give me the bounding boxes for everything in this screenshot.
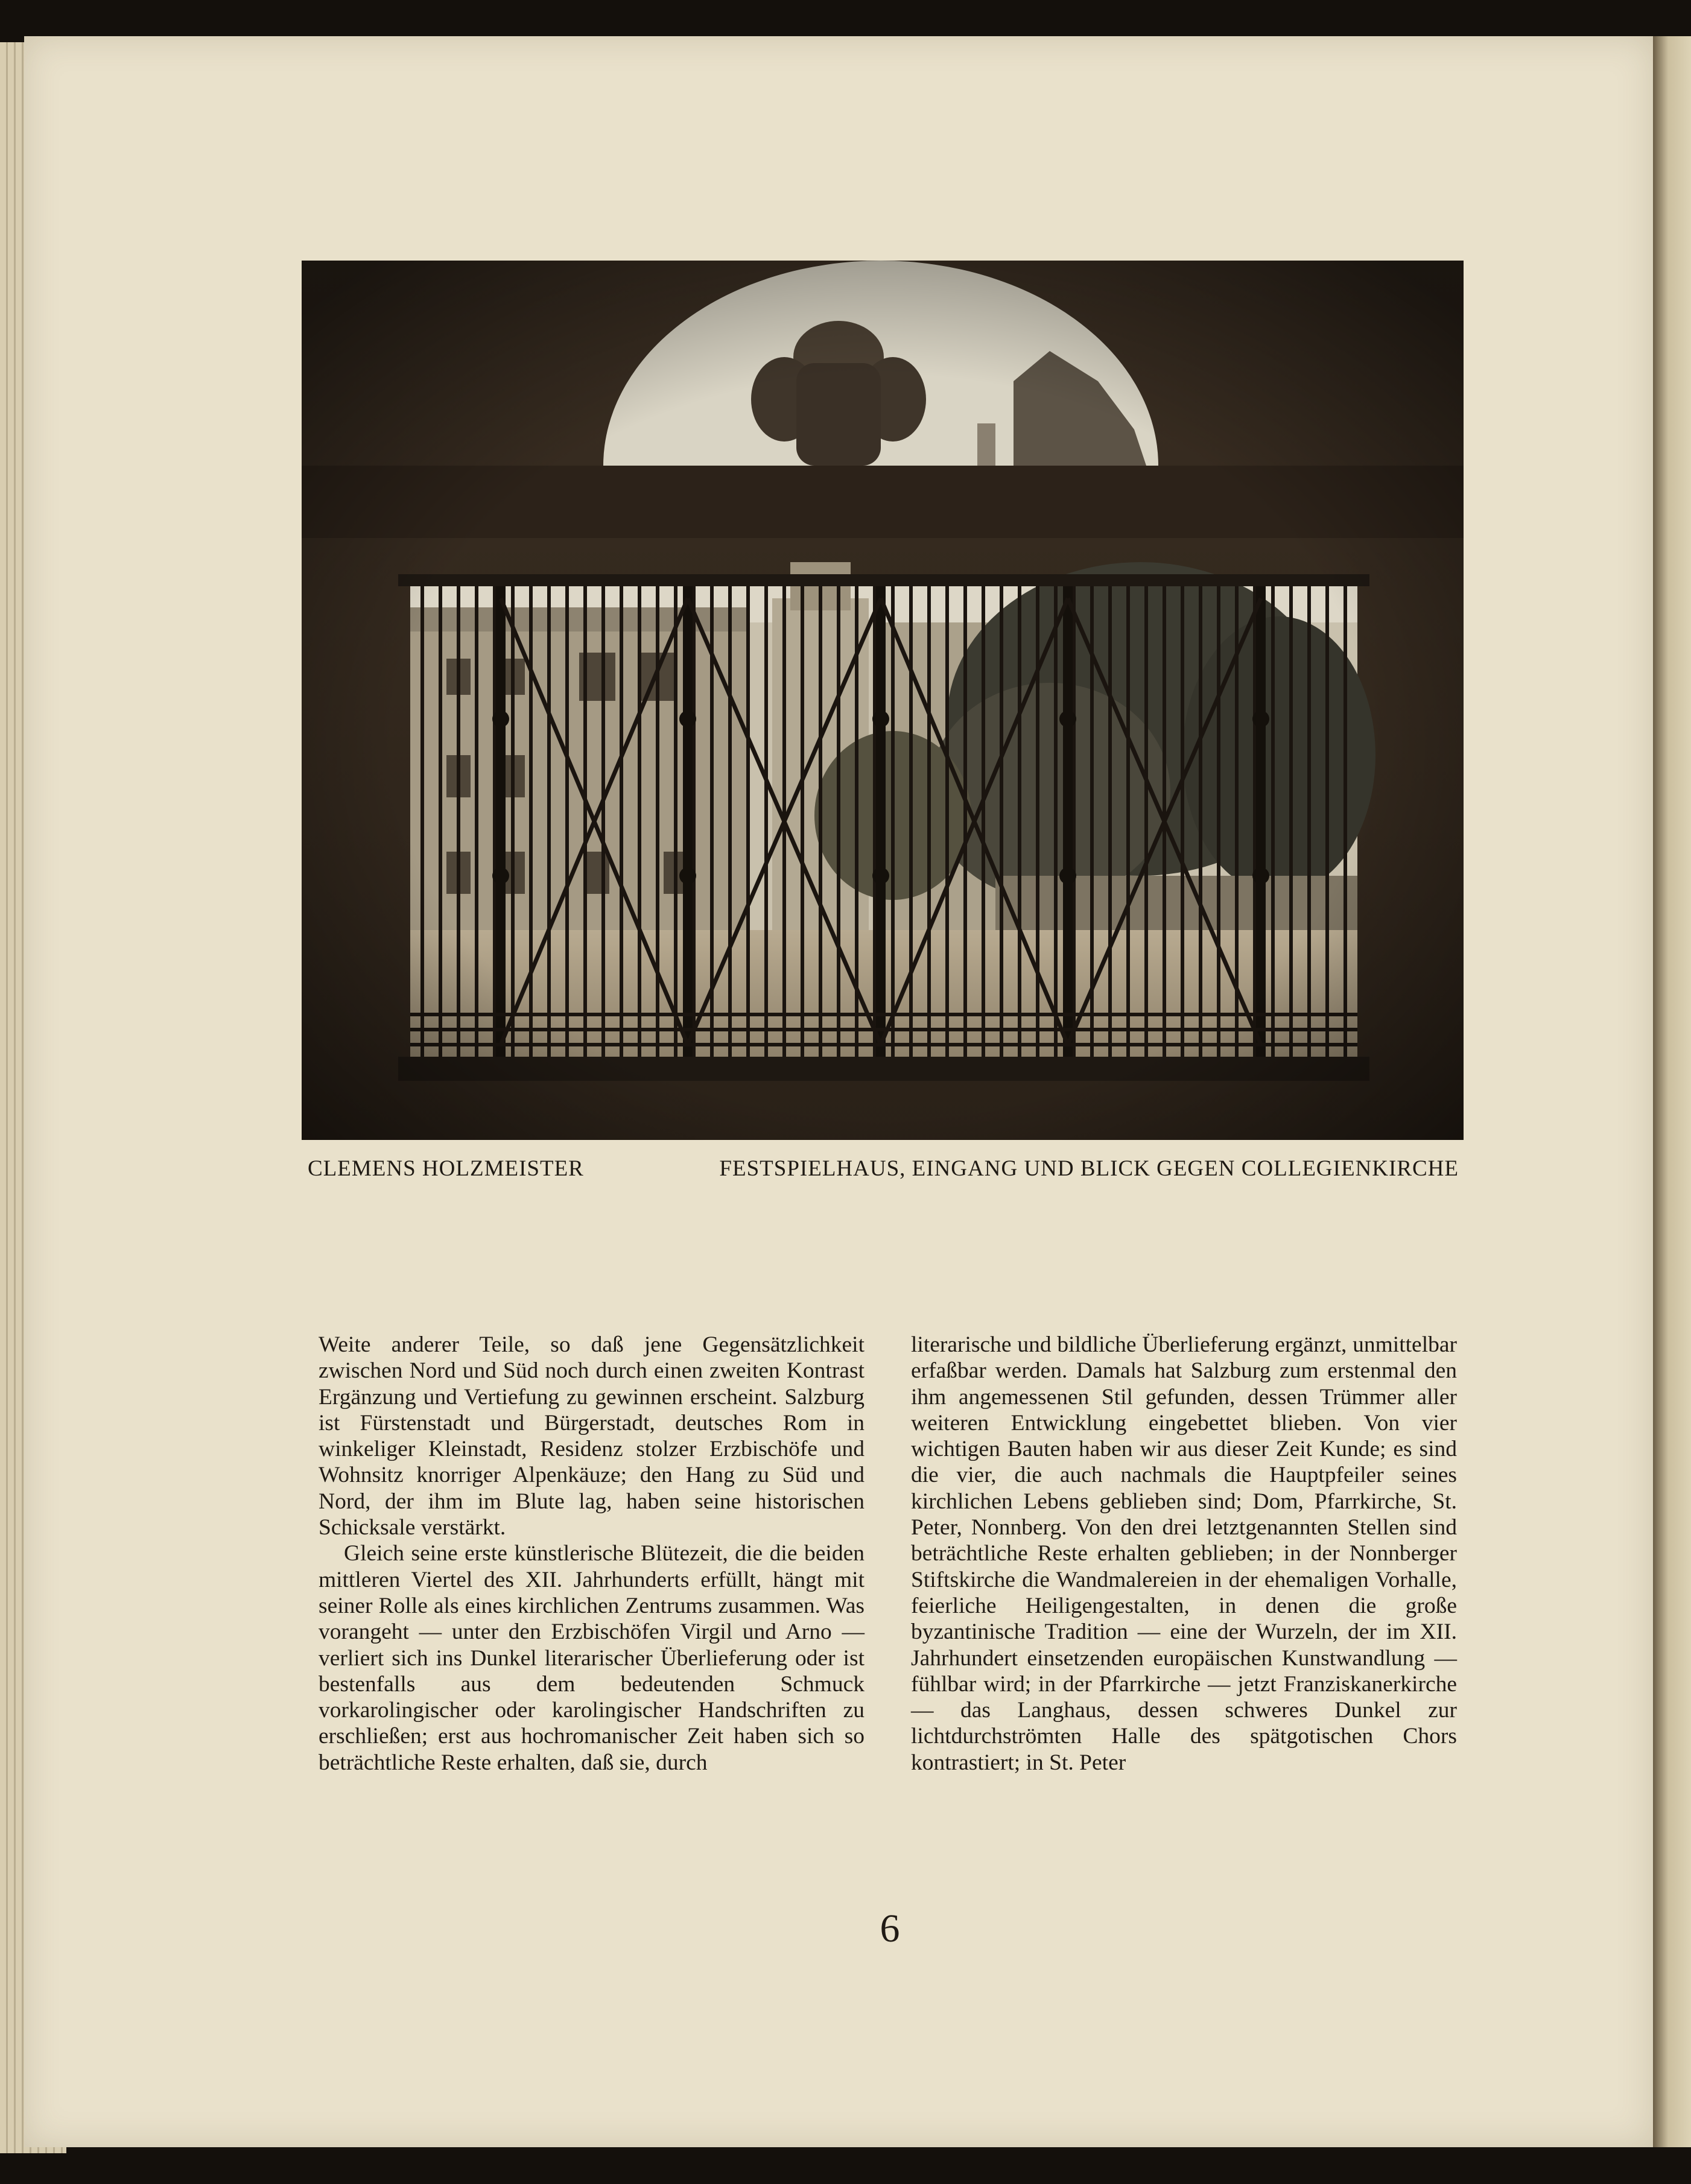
photo-illustration xyxy=(302,261,1464,1140)
paragraph: Weite anderer Teile, so daß jene Gegensätzlichkeit zwischen Nord und Süd noch durch einen zweiten Kontrast Ergänzung und Vertiefung zu gewinnen erscheint. Salzburg ist Fürstenstadt und Bürgerstadt, deutsches Rom in winkeliger Kleinstadt, Residenz stolzer Erzbischöfe und Wohnsitz knorriger Alpenkäuze; den Hang zu Süd und Nord, der ihm im Blute lag, haben seine historischen Schicksale verstärkt. xyxy=(319,1332,865,1540)
caption-title: FESTSPIELHAUS, EINGANG UND BLICK GEGEN COLLEGIENKIRCHE xyxy=(719,1156,1459,1181)
paragraph: literarische und bildliche Überlieferung ergänzt, unmittelbar erfaßbar werden. Damals hat Salzburg zum erstenmal den ihm angemessenen Stil gefunden, dessen Trümmer aller weiteren Entwicklung eingebettet blieben. Von vier wichtigen Bauten haben wir aus dieser Zeit Kunde; es sind die vier, die auch nachmals die Hauptpfeiler seines kirchlichen Lebens geblieben sind; Dom, Pfarrkirche, St. Peter, Nonnberg. Von den drei letztgenannten Stellen sind beträchtliche Reste erhalten geblieben; in der Nonnberger Stiftskirche die Wandmalereien in der ehemaligen Vorhalle, feierliche Heiligengestalten, in denen die große byzantinische Tradition — eine der Wurzeln, der im XII. Jahrhundert einsetzenden europäischen Kunstwandlung — fühlbar wird; in der Pfarrkirche — jetzt Franziskanerkirche — das Langhaus, dessen schweres Dunkel zur lichtdurchströmten Halle des spätgotischen Chors kontrastiert; in St. Peter xyxy=(911,1332,1457,1775)
page-number: 6 xyxy=(880,1907,900,1951)
next-page-edge xyxy=(1653,36,1691,2147)
paragraph: Gleich seine erste künstlerische Blütezeit, die die beiden mittleren Viertel des XII. Jahrhunderts erfüllt, hängt mit seiner Rolle als eines kirchlichen Zentrums zusammen. Was vorangeht — unter den Erzbischöfen Virgil und Arno — verliert sich ins Dunkel literarischer Überlieferung oder ist bestenfalls aus dem bedeutenden Schmuck vorkarolingischer oder karolingischer Handschriften zu erschließen; erst aus hochromanischer Zeit haben sich so beträchtliche Reste erhalten, daß sie, durch xyxy=(319,1541,865,1775)
text-column-left xyxy=(319,1332,865,1776)
text-column-right xyxy=(911,1332,1457,1776)
photo-festspielhaus-gate xyxy=(302,261,1464,1140)
caption-architect: CLEMENS HOLZMEISTER xyxy=(308,1156,584,1181)
